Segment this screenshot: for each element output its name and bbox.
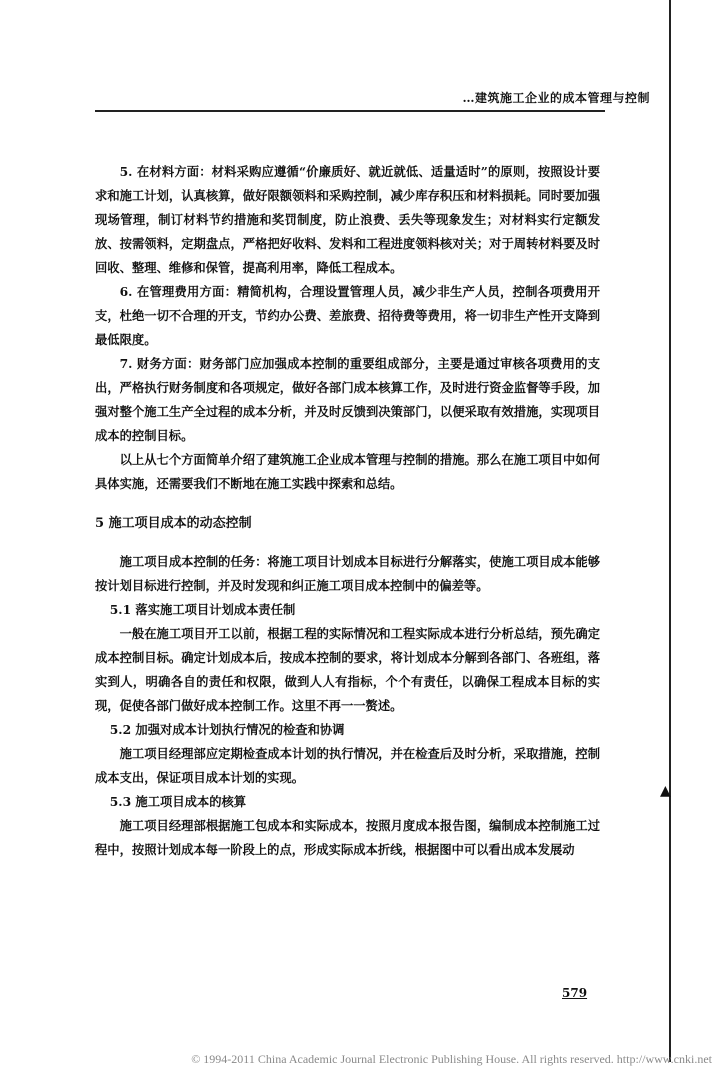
paragraph-control-tasks: 施工项目成本控制的任务：将施工项目计划成本目标进行分解落实，使施工项目成本能够按计划目标进行控制，并及时发现和纠正施工项目成本控制中的偏差等。	[95, 554, 600, 593]
paragraph-materials: 5. 在材料方面：材料采购应遵循“价廉质好、就近就低、适量适时”的原则，按照设计要求和施工计划，认真核算，做好限额领料和采购控制，减少库存积压和材料损耗。同时要加强现场管理，制订材料节约措施和奖罚制度，防止浪费、丢失等现象发生；对材料实行定额发放、按需领料，定期盘点，严格把好收料、发料和工程进度领料核对关；对于周转材料要及时回收、整理、维修和保管，提高利用率，降低工程成本。	[95, 164, 600, 275]
section-heading: 5 施工项目成本的动态控制	[95, 516, 252, 531]
paragraph-management-fees: 6. 在管理费用方面：精简机构，合理设置管理人员，减少非生产人员，控制各项费用开支，杜绝一切不合理的开支，节约办公费、差旅费、招待费等费用，将一切非生产性开支降到最低限度。	[95, 284, 600, 347]
margin-mark: ▲	[660, 783, 671, 799]
paragraph-summary: 以上从七个方面简单介绍了建筑施工企业成本管理与控制的措施。那么在施工项目中如何具体实施，还需要我们不断地在施工实践中探索和总结。	[95, 452, 600, 491]
paragraph-responsibility: 一般在施工项目开工以前，根据工程的实际情况和工程实际成本进行分析总结，预先确定成本控制目标。确定计划成本后，按成本控制的要求，将计划成本分解到各部门、各班组，落实到人，明确各自的责任和权限，做到人人有指标，个个有责任，以确保工程成本目标的实现，促使各部门做好成本控制工作。这里不再一一赘述。	[95, 626, 600, 713]
subsection-heading-5-2: 5.2 加强对成本计划执行情况的检查和协调	[109, 722, 345, 737]
paragraph-finance: 7. 财务方面：财务部门应加强成本控制的重要组成部分，主要是通过审核各项费用的支出，严格执行财务制度和各项规定，做好各部门成本核算工作，及时进行资金监督等手段，加强对整个施工生产全过程的成本分析，并及时反馈到决策部门，以便采取有效措施，实现项目成本的控制目标。	[95, 356, 600, 443]
copyright-footer: © 1994-2011 China Academic Journal Electronic Publishing House. All rights reserved. http://www.cnki.net	[191, 1052, 712, 1066]
running-header: …建筑施工企业的成本管理与控制	[462, 91, 650, 105]
paragraph-accounting: 施工项目经理部根据施工包成本和实际成本，按照月度成本报告图，编制成本控制施工过程中，按照计划成本每一阶段上的点，形成实际成本折线，根据图中可以看出成本发展动	[95, 818, 600, 857]
paragraph-inspection: 施工项目经理部应定期检查成本计划的执行情况，并在检查后及时分析，采取措施，控制成本支出，保证项目成本计划的实现。	[95, 746, 600, 785]
subsection-heading-5-1: 5.1 落实施工项目计划成本责任制	[109, 602, 296, 617]
header-rule	[95, 110, 605, 112]
page-number: 579	[562, 986, 588, 1000]
article-body	[95, 160, 600, 862]
subsection-heading-5-3: 5.3 施工项目成本的核算	[109, 794, 247, 809]
page-edge-rule	[669, 0, 671, 1062]
